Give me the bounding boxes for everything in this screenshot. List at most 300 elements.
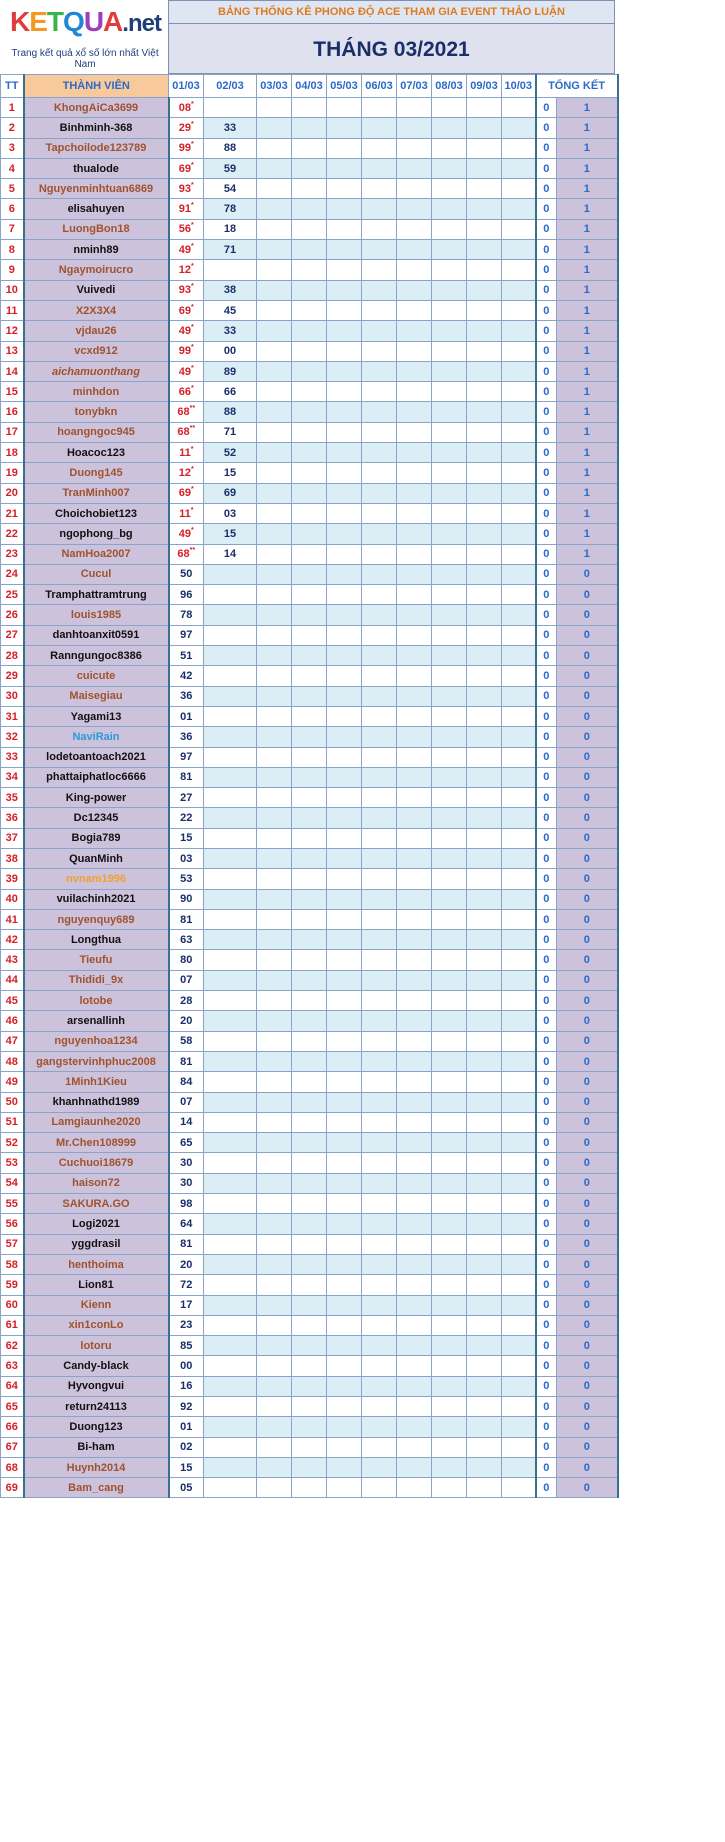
- row-number: 46: [1, 1011, 24, 1031]
- summary-played: 1: [557, 138, 618, 158]
- day-cell: [502, 828, 536, 848]
- summary-hits: 0: [536, 483, 557, 503]
- day-cell: [327, 1173, 362, 1193]
- summary-hits: 0: [536, 118, 557, 138]
- member-name[interactable]: Cuchuoi18679: [24, 1153, 169, 1173]
- day-cell: [502, 1234, 536, 1254]
- row-number: 37: [1, 828, 24, 848]
- day1-pick: [169, 321, 204, 341]
- table-row: [1, 1254, 618, 1274]
- member-name[interactable]: Longthua: [24, 930, 169, 950]
- day-cell: [467, 727, 502, 747]
- row-number: 22: [1, 524, 24, 544]
- day-cell: [362, 138, 397, 158]
- logo-letter: T: [46, 6, 64, 37]
- member-name[interactable]: ngophong_bg: [24, 524, 169, 544]
- day-cell: [397, 1092, 432, 1112]
- day2-pick: [204, 98, 257, 118]
- day-cell: [467, 686, 502, 706]
- day-cell: [292, 848, 327, 868]
- member-name[interactable]: cuicute: [24, 666, 169, 686]
- table-row: [1, 1457, 618, 1477]
- day-cell: [292, 1031, 327, 1051]
- day1-value: 00: [180, 1360, 193, 1373]
- day-cell: [257, 585, 292, 605]
- day-cell: [502, 666, 536, 686]
- day1-value: 90: [180, 893, 193, 906]
- day1-pick: [169, 1478, 204, 1498]
- summary-played: 0: [557, 1376, 618, 1396]
- member-name[interactable]: TranMinh007: [24, 483, 169, 503]
- day1-value: 53: [180, 872, 193, 885]
- day-cell: [432, 280, 467, 300]
- day1-pick: [169, 930, 204, 950]
- day2-pick: 54: [204, 179, 257, 199]
- day-cell: [467, 341, 502, 361]
- row-number: 23: [1, 544, 24, 564]
- member-name[interactable]: X2X3X4: [24, 300, 169, 320]
- day2-pick: 89: [204, 361, 257, 381]
- day-cell: [362, 1295, 397, 1315]
- row-number: 25: [1, 585, 24, 605]
- member-name[interactable]: vuilachinh2021: [24, 889, 169, 909]
- day-cell: [257, 341, 292, 361]
- row-number: 8: [1, 240, 24, 260]
- row-number: 57: [1, 1234, 24, 1254]
- member-name[interactable]: Bam_cang: [24, 1478, 169, 1498]
- day-cell: [257, 1356, 292, 1376]
- day-cell: [432, 1315, 467, 1335]
- member-name[interactable]: Huynh2014: [24, 1457, 169, 1477]
- day-cell: [257, 1376, 292, 1396]
- member-name[interactable]: Tapchoilode123789: [24, 138, 169, 158]
- day-cell: [467, 300, 502, 320]
- member-name[interactable]: Choichobiet123: [24, 503, 169, 523]
- day1-pick: [169, 1112, 204, 1132]
- day1-value: 11: [179, 507, 191, 520]
- member-name[interactable]: Lamgiaunhe2020: [24, 1112, 169, 1132]
- table-row: [1, 443, 618, 463]
- member-name[interactable]: return24113: [24, 1397, 169, 1417]
- day-cell: [327, 1133, 362, 1153]
- col-day: 03/03: [257, 75, 292, 98]
- day-cell: [467, 1214, 502, 1234]
- day1-value: 11: [179, 446, 191, 459]
- day-cell: [432, 361, 467, 381]
- table-row: [1, 179, 618, 199]
- day-cell: [432, 544, 467, 564]
- day1-value: 97: [180, 629, 193, 642]
- day-cell: [432, 767, 467, 787]
- day-cell: [432, 788, 467, 808]
- day-cell: [362, 402, 397, 422]
- day-cell: [327, 503, 362, 523]
- member-name[interactable]: aichamuonthang: [24, 361, 169, 381]
- day-cell: [502, 341, 536, 361]
- day-cell: [467, 463, 502, 483]
- day-cell: [467, 666, 502, 686]
- day1-pick: [169, 991, 204, 1011]
- row-number: 32: [1, 727, 24, 747]
- day1-pick: [169, 706, 204, 726]
- member-name[interactable]: Dc12345: [24, 808, 169, 828]
- day-cell: [292, 382, 327, 402]
- day-cell: [397, 1336, 432, 1356]
- day-cell: [257, 950, 292, 970]
- day-cell: [327, 828, 362, 848]
- member-name[interactable]: Kienn: [24, 1295, 169, 1315]
- summary-played: 0: [557, 1194, 618, 1214]
- summary-played: 0: [557, 889, 618, 909]
- day-cell: [362, 382, 397, 402]
- day-cell: [397, 199, 432, 219]
- member-name[interactable]: vjdau26: [24, 321, 169, 341]
- member-name[interactable]: QuanMinh: [24, 848, 169, 868]
- member-name[interactable]: thualode: [24, 158, 169, 178]
- member-name[interactable]: elisahuyen: [24, 199, 169, 219]
- day1-pick: [169, 240, 204, 260]
- member-name[interactable]: lotoru: [24, 1336, 169, 1356]
- day1-pick: [169, 524, 204, 544]
- member-name[interactable]: Cucul: [24, 564, 169, 584]
- member-name[interactable]: khanhnathd1989: [24, 1092, 169, 1112]
- day2-pick: [204, 1031, 257, 1051]
- day-cell: [362, 869, 397, 889]
- summary-hits: 0: [536, 1478, 557, 1498]
- day2-pick: 52: [204, 443, 257, 463]
- member-name[interactable]: Ranngungoc8386: [24, 646, 169, 666]
- day-cell: [502, 321, 536, 341]
- day1-value: 01: [180, 710, 193, 723]
- day-cell: [257, 1194, 292, 1214]
- row-number: 66: [1, 1417, 24, 1437]
- day1-value: 36: [180, 690, 193, 703]
- day1-pick: [169, 463, 204, 483]
- summary-hits: 0: [536, 950, 557, 970]
- day-cell: [327, 808, 362, 828]
- day-cell: [467, 138, 502, 158]
- day-cell: [467, 1417, 502, 1437]
- member-name[interactable]: haison72: [24, 1173, 169, 1193]
- summary-hits: 0: [536, 402, 557, 422]
- table-header-row: [1, 75, 618, 98]
- day-cell: [292, 422, 327, 442]
- day-cell: [502, 909, 536, 929]
- member-name[interactable]: Vuivedi: [24, 280, 169, 300]
- summary-hits: 0: [536, 280, 557, 300]
- member-name[interactable]: Tramphattramtrung: [24, 585, 169, 605]
- member-name[interactable]: Duong123: [24, 1417, 169, 1437]
- member-name[interactable]: Yagami13: [24, 706, 169, 726]
- day-cell: [327, 605, 362, 625]
- day-cell: [292, 463, 327, 483]
- day-cell: [292, 361, 327, 381]
- day-cell: [397, 625, 432, 645]
- day2-pick: [204, 1356, 257, 1376]
- member-name[interactable]: Candy-black: [24, 1356, 169, 1376]
- day2-pick: [204, 767, 257, 787]
- summary-hits: 0: [536, 767, 557, 787]
- day2-pick: 88: [204, 138, 257, 158]
- day-cell: [257, 158, 292, 178]
- day-cell: [292, 1437, 327, 1457]
- day-cell: [257, 564, 292, 584]
- day1-pick: [169, 158, 204, 178]
- day-cell: [257, 138, 292, 158]
- day-cell: [327, 1457, 362, 1477]
- row-number: 19: [1, 463, 24, 483]
- day2-pick: [204, 828, 257, 848]
- member-name[interactable]: louis1985: [24, 605, 169, 625]
- table-row: [1, 605, 618, 625]
- row-number: 33: [1, 747, 24, 767]
- table-row: [1, 1031, 618, 1051]
- table-row: [1, 260, 618, 280]
- member-name[interactable]: hoangngoc945: [24, 422, 169, 442]
- member-name[interactable]: Bi-ham: [24, 1437, 169, 1457]
- member-name[interactable]: phattaiphatloc6666: [24, 767, 169, 787]
- table-row: [1, 321, 618, 341]
- day-cell: [502, 544, 536, 564]
- summary-played: 1: [557, 422, 618, 442]
- summary-played: 0: [557, 1214, 618, 1234]
- summary-hits: 0: [536, 341, 557, 361]
- summary-hits: 0: [536, 1153, 557, 1173]
- day2-pick: [204, 1437, 257, 1457]
- member-name[interactable]: minhdon: [24, 382, 169, 402]
- col-tt: TT: [1, 75, 24, 98]
- hit-mark: *: [191, 303, 194, 311]
- day-cell: [467, 1275, 502, 1295]
- member-name[interactable]: NamHoa2007: [24, 544, 169, 564]
- summary-played: 1: [557, 219, 618, 239]
- day1-pick: [169, 1254, 204, 1274]
- member-name[interactable]: yggdrasil: [24, 1234, 169, 1254]
- member-name[interactable]: Ngaymoirucro: [24, 260, 169, 280]
- member-name[interactable]: Hyvongvui: [24, 1376, 169, 1396]
- col-day: 05/03: [327, 75, 362, 98]
- summary-played: 0: [557, 1133, 618, 1153]
- summary-hits: 0: [536, 1031, 557, 1051]
- day1-pick: [169, 970, 204, 990]
- day-cell: [292, 605, 327, 625]
- day-cell: [292, 1397, 327, 1417]
- day1-value: 02: [180, 1441, 193, 1454]
- day-cell: [432, 98, 467, 118]
- member-name[interactable]: danhtoanxit0591: [24, 625, 169, 645]
- day-cell: [467, 848, 502, 868]
- day2-pick: [204, 1478, 257, 1498]
- day-cell: [432, 1153, 467, 1173]
- day-cell: [257, 1437, 292, 1457]
- day-cell: [502, 240, 536, 260]
- day-cell: [502, 1194, 536, 1214]
- col-day: 06/03: [362, 75, 397, 98]
- day-cell: [362, 767, 397, 787]
- day-cell: [362, 98, 397, 118]
- day-cell: [362, 1437, 397, 1457]
- day-cell: [432, 443, 467, 463]
- table-row: [1, 666, 618, 686]
- day-cell: [257, 1275, 292, 1295]
- ketqua-logo[interactable]: [0, 0, 168, 74]
- row-number: 7: [1, 219, 24, 239]
- member-name[interactable]: lodetoantoach2021: [24, 747, 169, 767]
- day-cell: [432, 605, 467, 625]
- member-name[interactable]: Lion81: [24, 1275, 169, 1295]
- summary-hits: 0: [536, 605, 557, 625]
- day1-value: 15: [180, 832, 193, 845]
- member-name[interactable]: tonybkn: [24, 402, 169, 422]
- day-cell: [327, 179, 362, 199]
- day1-value: 69: [178, 304, 191, 317]
- member-name[interactable]: Tieufu: [24, 950, 169, 970]
- day1-pick: [169, 1092, 204, 1112]
- member-name[interactable]: NaviRain: [24, 727, 169, 747]
- day-cell: [257, 727, 292, 747]
- table-row: [1, 991, 618, 1011]
- member-name[interactable]: Thididi_9x: [24, 970, 169, 990]
- day-cell: [362, 727, 397, 747]
- day-cell: [502, 1072, 536, 1092]
- row-number: 59: [1, 1275, 24, 1295]
- day-cell: [257, 402, 292, 422]
- day-cell: [327, 1194, 362, 1214]
- member-name[interactable]: nminh89: [24, 240, 169, 260]
- day-cell: [467, 1478, 502, 1498]
- member-name[interactable]: Duong145: [24, 463, 169, 483]
- day-cell: [327, 767, 362, 787]
- summary-played: 0: [557, 706, 618, 726]
- summary-hits: 0: [536, 1376, 557, 1396]
- summary-played: 1: [557, 503, 618, 523]
- day1-value: 23: [180, 1319, 193, 1332]
- day-cell: [397, 605, 432, 625]
- day1-value: 68: [177, 406, 190, 419]
- day1-value: 68: [177, 548, 190, 561]
- day2-pick: 33: [204, 118, 257, 138]
- day1-pick: [169, 402, 204, 422]
- summary-played: 0: [557, 828, 618, 848]
- day-cell: [327, 199, 362, 219]
- col-day: 09/03: [467, 75, 502, 98]
- row-number: 51: [1, 1112, 24, 1132]
- day-cell: [432, 1072, 467, 1092]
- day-cell: [257, 524, 292, 544]
- day-cell: [257, 219, 292, 239]
- day-cell: [362, 1214, 397, 1234]
- day-cell: [292, 1072, 327, 1092]
- summary-hits: 0: [536, 382, 557, 402]
- table-row: [1, 1397, 618, 1417]
- member-name[interactable]: Bogia789: [24, 828, 169, 848]
- member-name[interactable]: nvnam1996: [24, 869, 169, 889]
- member-name[interactable]: Binhminh-368: [24, 118, 169, 138]
- day-cell: [502, 1254, 536, 1274]
- day-cell: [397, 970, 432, 990]
- day1-pick: [169, 1376, 204, 1396]
- sheet-header: [0, 0, 617, 74]
- day-cell: [397, 503, 432, 523]
- member-name[interactable]: henthoima: [24, 1254, 169, 1274]
- day2-pick: [204, 625, 257, 645]
- day1-value: 65: [180, 1136, 193, 1149]
- member-name[interactable]: King-power: [24, 788, 169, 808]
- member-name[interactable]: nguyenquy689: [24, 909, 169, 929]
- day1-value: 12: [178, 264, 191, 277]
- member-name[interactable]: xin1conLo: [24, 1315, 169, 1335]
- member-name[interactable]: arsenallinh: [24, 1011, 169, 1031]
- day-cell: [397, 422, 432, 442]
- day1-value: 49: [178, 365, 191, 378]
- day-cell: [397, 1437, 432, 1457]
- member-name[interactable]: nguyenhoa1234: [24, 1031, 169, 1051]
- member-name[interactable]: Logi2021: [24, 1214, 169, 1234]
- day-cell: [432, 1254, 467, 1274]
- logo-letter: U: [83, 6, 104, 37]
- day-cell: [362, 1356, 397, 1376]
- member-name[interactable]: gangstervinhphuc2008: [24, 1051, 169, 1071]
- day-cell: [362, 889, 397, 909]
- day-cell: [397, 686, 432, 706]
- day-cell: [327, 138, 362, 158]
- day-cell: [292, 1092, 327, 1112]
- member-name[interactable]: LuongBon18: [24, 219, 169, 239]
- day-cell: [292, 727, 327, 747]
- summary-played: 0: [557, 848, 618, 868]
- day-cell: [397, 1356, 432, 1376]
- member-name[interactable]: vcxd912: [24, 341, 169, 361]
- day-cell: [362, 199, 397, 219]
- day-cell: [292, 1254, 327, 1274]
- day-cell: [432, 950, 467, 970]
- day1-value: 07: [180, 974, 193, 987]
- day-cell: [502, 402, 536, 422]
- member-name[interactable]: Nguyenminhtuan6869: [24, 179, 169, 199]
- day1-value: 69: [178, 487, 191, 500]
- summary-hits: 0: [536, 503, 557, 523]
- summary-played: 1: [557, 158, 618, 178]
- day-cell: [397, 219, 432, 239]
- day-cell: [327, 788, 362, 808]
- col-day: 08/03: [432, 75, 467, 98]
- member-name[interactable]: SAKURA.GO: [24, 1194, 169, 1214]
- summary-hits: 0: [536, 1133, 557, 1153]
- day-cell: [362, 1315, 397, 1335]
- day2-pick: [204, 1397, 257, 1417]
- hit-mark: *: [191, 263, 194, 271]
- row-number: 27: [1, 625, 24, 645]
- member-name[interactable]: lotobe: [24, 991, 169, 1011]
- member-name[interactable]: Mr.Chen108999: [24, 1133, 169, 1153]
- day1-pick: [169, 219, 204, 239]
- table-row: [1, 1275, 618, 1295]
- day-cell: [432, 1457, 467, 1477]
- hit-mark: *: [191, 465, 194, 473]
- day-cell: [397, 402, 432, 422]
- member-name[interactable]: KhongAiCa3699: [24, 98, 169, 118]
- day-cell: [292, 788, 327, 808]
- member-name[interactable]: Maisegiau: [24, 686, 169, 706]
- member-name[interactable]: Hoacoc123: [24, 443, 169, 463]
- member-name[interactable]: 1Minh1Kieu: [24, 1072, 169, 1092]
- hit-mark: **: [189, 405, 196, 413]
- day-cell: [257, 991, 292, 1011]
- day-cell: [362, 1092, 397, 1112]
- table-row: [1, 1011, 618, 1031]
- summary-hits: 0: [536, 625, 557, 645]
- row-number: 1: [1, 98, 24, 118]
